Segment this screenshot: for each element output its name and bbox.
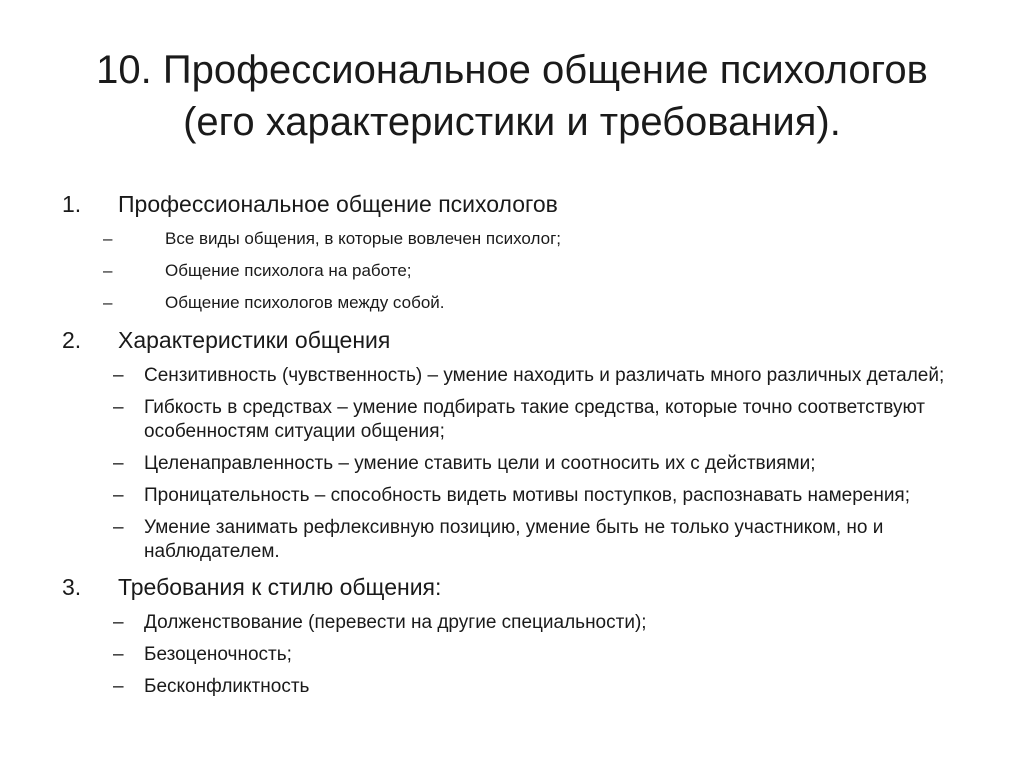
slide-content (62, 188, 1002, 706)
list-item-text: Умение занимать рефлексивную позицию, умение быть не только участником, но и наблюдателем. (144, 517, 884, 562)
dash-bullet: – (113, 485, 124, 506)
list-item-text: Все виды общения, в которые вовлечен психолог; (165, 229, 561, 248)
list-item (62, 516, 1002, 564)
list-item-text: Долженствование (перевести на другие специальности); (144, 612, 647, 633)
dash-bullet: – (113, 453, 124, 474)
dash-bullet: – (103, 293, 113, 312)
section-label: Характеристики общения (118, 327, 391, 353)
list-item-text: Гибкость в средствах – умение подбирать такие средства, которые точно соответствуют особенностям ситуации общения; (144, 397, 925, 442)
dash-bullet: – (113, 612, 124, 633)
list-item (62, 260, 1002, 282)
list-item-text: Безоценочность; (144, 644, 292, 665)
section-list (62, 364, 1002, 564)
slide-title-line-1: 10. Профессиональное общение психологов (96, 48, 928, 92)
section-professional-communication (62, 188, 1002, 314)
list-item-text: Бесконфликтность (144, 676, 310, 697)
section-label: Профессиональное общение психологов (118, 191, 558, 217)
dash-bullet: – (113, 676, 124, 697)
dash-bullet: – (113, 365, 124, 386)
list-item-text: Сензитивность (чувственность) – умение находить и различать много различных деталей; (144, 365, 945, 386)
list-item-text: Проницательность – способность видеть мотивы поступков, распознавать намерения; (144, 485, 911, 506)
slide-title-line-2: (его характеристики и требования). (183, 100, 841, 144)
dash-bullet: – (113, 517, 124, 538)
list-item (62, 484, 1002, 508)
list-item-text: Целенаправленность – умение ставить цели и соотносить их с действиями; (144, 453, 816, 474)
section-heading (62, 571, 1002, 603)
section-communication-characteristics (62, 324, 1002, 564)
section-number: 3. (62, 574, 82, 600)
dash-bullet: – (103, 261, 113, 280)
section-heading (62, 188, 1002, 220)
list-item-text: Общение психолога на работе; (165, 261, 412, 280)
section-list (62, 228, 1002, 314)
section-list (62, 611, 1002, 699)
section-number: 2. (62, 327, 82, 353)
slide-title (0, 44, 1024, 148)
dash-bullet: – (113, 397, 124, 418)
list-item (62, 611, 1002, 635)
list-item (62, 675, 1002, 699)
list-item (62, 364, 1002, 388)
section-style-requirements (62, 571, 1002, 699)
dash-bullet: – (103, 229, 113, 248)
list-item (62, 228, 1002, 250)
section-heading (62, 324, 1002, 356)
list-item (62, 292, 1002, 314)
section-label: Требования к стилю общения: (118, 574, 442, 600)
list-item (62, 396, 1002, 444)
section-number: 1. (62, 191, 82, 217)
dash-bullet: – (113, 644, 124, 665)
list-item-text: Общение психологов между собой. (165, 293, 445, 312)
list-item (62, 643, 1002, 667)
list-item (62, 452, 1002, 476)
